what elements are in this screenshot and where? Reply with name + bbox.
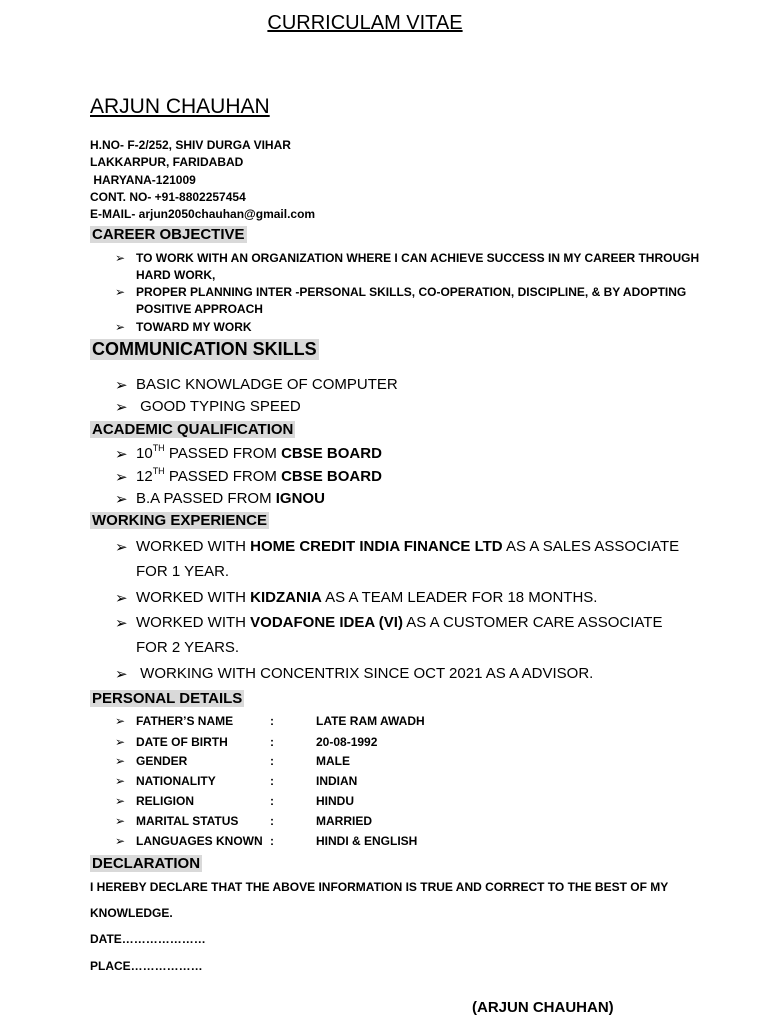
academic-board: IGNOU	[275, 490, 325, 507]
bullet-arrow-icon: ➢	[115, 539, 128, 556]
grade-number: 10	[136, 445, 153, 462]
personal-value: HINDU	[316, 794, 354, 808]
personal-separator: :	[270, 794, 274, 808]
grade-suffix: TH	[152, 443, 165, 453]
work-text: WORKED WITH	[136, 614, 251, 631]
personal-separator: :	[270, 754, 274, 768]
bullet-arrow-icon: ➢	[115, 399, 128, 416]
declaration-heading: DECLARATION	[92, 855, 201, 872]
academic-item	[136, 468, 382, 485]
academic-text: PASSED FROM	[164, 468, 282, 485]
grade-suffix: TH	[152, 466, 165, 476]
bullet-arrow-icon: ➢	[115, 469, 128, 486]
objective-item: PROPER PLANNING INTER -PERSONAL SKILLS, CO-OPERATION, DISCIPLINE, & BY ADOPTING	[136, 285, 687, 299]
personal-label: LANGUAGES KNOWN	[136, 834, 263, 848]
bullet-arrow-icon: ➢	[115, 794, 126, 808]
personal-label: RELIGION	[136, 794, 195, 808]
contact-number: CONT. NO- +91-8802257454	[90, 190, 246, 204]
address-line-1: H.NO- F-2/252, SHIV DURGA VIHAR	[90, 138, 291, 152]
bullet-arrow-icon: ➢	[115, 714, 126, 728]
personal-value: MARRIED	[316, 814, 372, 828]
work-text: AS A CUSTOMER CARE ASSOCIATE	[402, 614, 663, 631]
academic-board: CBSE BOARD	[281, 468, 382, 485]
date-field: DATE…………………	[90, 932, 206, 946]
personal-value: INDIAN	[316, 774, 358, 788]
bullet-arrow-icon: ➢	[115, 814, 126, 828]
personal-separator: :	[270, 814, 274, 828]
skill-item: GOOD TYPING SPEED	[136, 398, 301, 415]
work-text: AS A TEAM LEADER FOR 18 MONTHS.	[321, 589, 598, 606]
bullet-arrow-icon: ➢	[115, 735, 126, 749]
personal-label: GENDER	[136, 754, 188, 768]
personal-label: NATIONALITY	[136, 774, 216, 788]
objective-item: HARD WORK,	[136, 268, 216, 282]
email-address: E-MAIL- arjun2050chauhan@gmail.com	[90, 207, 316, 221]
signature-name: (ARJUN CHAUHAN)	[472, 999, 614, 1016]
personal-value: HINDI & ENGLISH	[316, 834, 418, 848]
bullet-arrow-icon: ➢	[115, 377, 128, 394]
work-item	[136, 589, 597, 606]
work-item-continuation: FOR 2 YEARS.	[136, 639, 240, 656]
work-item	[136, 538, 679, 555]
personal-separator: :	[270, 735, 274, 749]
work-item-continuation: FOR 1 YEAR.	[136, 563, 230, 580]
place-field: PLACE………………	[90, 959, 203, 973]
address-line-3: HARYANA-121009	[90, 173, 196, 187]
communication-skills-heading: COMMUNICATION SKILLS	[92, 339, 317, 359]
objective-item: TOWARD MY WORK	[136, 320, 252, 334]
personal-details-heading: PERSONAL DETAILS	[92, 690, 243, 707]
personal-label: FATHER’S NAME	[136, 714, 234, 728]
academic-item	[136, 490, 325, 507]
company-name: VODAFONE IDEA (VI)	[250, 614, 403, 631]
bullet-arrow-icon: ➢	[115, 320, 126, 334]
bullet-arrow-icon: ➢	[115, 666, 128, 683]
bullet-arrow-icon: ➢	[115, 754, 126, 768]
personal-separator: :	[270, 774, 274, 788]
personal-label: MARITAL STATUS	[136, 814, 239, 828]
bullet-arrow-icon: ➢	[115, 491, 128, 508]
declaration-text: I HEREBY DECLARE THAT THE ABOVE INFORMATION IS TRUE AND CORRECT TO THE BEST OF MY	[90, 880, 669, 894]
personal-separator: :	[270, 834, 274, 848]
bullet-arrow-icon: ➢	[115, 446, 128, 463]
bullet-arrow-icon: ➢	[115, 834, 126, 848]
academic-item	[136, 445, 382, 462]
personal-value: LATE RAM AWADH	[316, 714, 425, 728]
candidate-name: ARJUN CHAUHAN	[90, 95, 270, 118]
bullet-arrow-icon: ➢	[115, 615, 128, 632]
academic-text: B.A PASSED FROM	[136, 490, 276, 507]
work-text: WORKED WITH	[136, 589, 251, 606]
document-title: CURRICULAM VITAE	[267, 12, 463, 34]
bullet-arrow-icon: ➢	[115, 590, 128, 607]
work-text: AS A SALES ASSOCIATE	[502, 538, 680, 555]
academic-text: PASSED FROM	[164, 445, 282, 462]
work-item	[136, 614, 662, 631]
bullet-arrow-icon: ➢	[115, 774, 126, 788]
personal-separator: :	[270, 714, 274, 728]
academic-board: CBSE BOARD	[281, 445, 382, 462]
company-name: KIDZANIA	[250, 589, 322, 606]
skill-item: BASIC KNOWLADGE OF COMPUTER	[136, 376, 398, 393]
work-text: WORKED WITH	[136, 538, 251, 555]
personal-value: MALE	[316, 754, 350, 768]
grade-number: 12	[136, 468, 153, 485]
work-item: WORKING WITH CONCENTRIX SINCE OCT 2021 AS A ADVISOR.	[136, 665, 594, 682]
personal-label: DATE OF BIRTH	[136, 735, 228, 749]
address-line-2: LAKKARPUR, FARIDABAD	[90, 155, 244, 169]
academic-heading: ACADEMIC QUALIFICATION	[92, 421, 294, 438]
declaration-text: KNOWLEDGE.	[90, 906, 173, 920]
objective-item: POSITIVE APPROACH	[136, 302, 263, 316]
objective-item: TO WORK WITH AN ORGANIZATION WHERE I CAN ACHIEVE SUCCESS IN MY CAREER THROUGH	[136, 251, 700, 265]
personal-value: 20-08-1992	[316, 735, 378, 749]
work-experience-heading: WORKING EXPERIENCE	[92, 512, 268, 529]
bullet-arrow-icon: ➢	[115, 285, 126, 299]
bullet-arrow-icon: ➢	[115, 251, 126, 265]
career-objective-heading: CAREER OBJECTIVE	[92, 226, 245, 243]
company-name: HOME CREDIT INDIA FINANCE LTD	[250, 538, 503, 555]
